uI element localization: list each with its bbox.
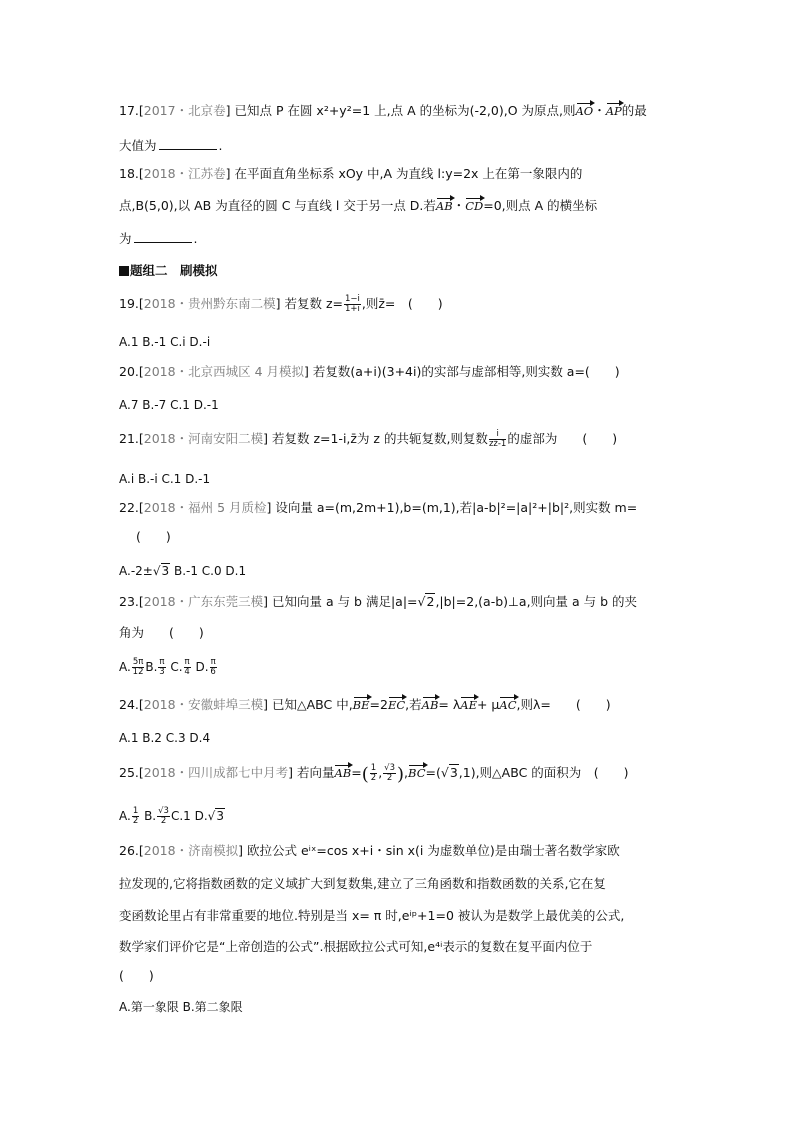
question-17-line-2: 大值为 .	[119, 138, 223, 153]
question-23-line-1: 23.[2018・广东东莞三模] 已知向量 a 与 b 满足|a|=√2,|b|=2,(a-b)⊥a,则向量 a 与 b 的夹	[119, 594, 638, 609]
question-25: 25.[2018・四川成都七中月考] 若向量AB=( $\frac{1}{2}$ , $\frac{√3}{2}$ ),BC=(√3,1),则△ABC 的面积为 ( )	[119, 763, 629, 785]
question-number: 26.	[119, 843, 139, 858]
section-header	[119, 263, 218, 279]
question-17-line-1: 17.[2017・北京卷] 已知点 P 在圆 x²+y²=1 上,点 A 的坐标为(-2,0),O 为原点,则AO・AP的最	[119, 103, 647, 118]
question-26-line-1: 26.[2018・济南模拟] 欧拉公式 eⁱˣ=cos x+i・sin x(i 为虚数单位)是由瑞士著名数学家欧	[119, 843, 620, 858]
square-bullet-icon	[119, 266, 129, 276]
question-22-options: A.-2±√3 B.-1 C.0 D.1	[119, 564, 247, 578]
vector-AB: AB	[421, 698, 439, 712]
question-source: 2018・福州 5 月质检	[143, 500, 267, 515]
question-18-line-3: 为 .	[119, 231, 198, 246]
vector-AB: AB	[435, 199, 453, 213]
question-number: 19.	[119, 296, 139, 311]
question-26-options: A.第一象限 B.第二象限	[119, 1000, 243, 1014]
fraction: $\frac{i}{zz̄-1}$	[488, 429, 507, 449]
question-number: 22.	[119, 500, 139, 515]
question-number: 17.	[119, 103, 139, 118]
vector-AE: AE	[460, 698, 477, 712]
question-20: 20.[2018・北京西城区 4 月模拟] 若复数(a+i)(3+4i)的实部与虚部相等,则实数 a=( )	[119, 364, 620, 379]
fraction: $\frac{1-i}{1+i}$	[344, 294, 360, 314]
sqrt: √3	[440, 765, 458, 780]
question-26-line-5: ( )	[119, 968, 154, 983]
question-source: 2018・济南模拟	[143, 843, 239, 858]
question-21: 21.[2018・河南安阳二模] 若复数 z=1-i,z̄为 z 的共轭复数,则复数 $\frac{i}{zz̄-1}$ 的虚部为 ( )	[119, 429, 618, 449]
question-number: 20.	[119, 364, 139, 379]
question-19-options: A.1 B.-1 C.i D.-i	[119, 335, 211, 349]
question-18-line-1: 18.[2018・江苏卷] 在平面直角坐标系 xOy 中,A 为直线 l:y=2x 上在第一象限内的	[119, 166, 583, 181]
sqrt: √3	[152, 564, 170, 578]
fraction: $\frac{1}{2}$	[370, 763, 377, 783]
question-23-line-2: 角为 ( )	[119, 625, 204, 640]
question-23-options: A. $\frac{5\pi}{12}$ B. $\frac{\pi}{3}$ C. $\frac{\pi}{4}$ D. $\frac{\pi}{6}$	[119, 657, 216, 677]
question-19: 19.[2018・贵州黔东南二模] 若复数 z= $\frac{1-i}{1+i}$ ,则z̄= ( )	[119, 294, 443, 314]
question-22-line-1: 22.[2018・福州 5 月质检] 设向量 a=(m,2m+1),b=(m,1),若|a-b|²=|a|²+|b|²,则实数 m=	[119, 500, 638, 515]
question-number: 24.	[119, 697, 139, 712]
question-26-line-4: 数学家们评价它是“上帝创造的公式”.根据欧拉公式可知,e⁴ⁱ表示的复数在复平面内位于	[119, 939, 593, 954]
answer-blank[interactable]	[159, 137, 217, 150]
question-26-line-3: 变函数论里占有非常重要的地位.特别是当 x= π 时,eⁱᵖ+1=0 被认为是数学上最优美的公式,	[119, 908, 625, 923]
fraction: $\frac{\pi}{6}$	[210, 657, 216, 677]
vector-EC: EC	[387, 698, 406, 712]
question-number: 21.	[119, 431, 139, 446]
fraction: $\frac{1}{2}$	[132, 806, 139, 826]
question-source: 2018・广东东莞三模	[143, 594, 264, 609]
vector-AB: AB	[334, 766, 352, 780]
question-26-line-2: 拉发现的,它将指数函数的定义域扩大到复数集,建立了三角函数和指数函数的关系,它在复	[119, 876, 606, 891]
question-source: 2017・北京卷	[143, 103, 226, 118]
question-22-line-2: ( )	[136, 529, 171, 544]
fraction: $\frac{5\pi}{12}$	[132, 657, 144, 677]
question-source: 2018・四川成都七中月考	[143, 765, 289, 780]
sqrt: √3	[207, 809, 224, 823]
vector-AP: AP	[605, 104, 622, 118]
question-number: 18.	[119, 166, 139, 181]
question-source: 2018・贵州黔东南二模	[143, 296, 276, 311]
fraction: $\frac{√3}{2}$	[384, 763, 396, 783]
answer-blank[interactable]	[134, 230, 192, 243]
question-24-options: A.1 B.2 C.3 D.4	[119, 731, 211, 745]
question-number: 25.	[119, 765, 139, 780]
question-25-options: A. $\frac{1}{2}$ B. $\frac{√3}{2}$ C.1 D.√3	[119, 806, 224, 826]
fraction: $\frac{√3}{2}$	[158, 806, 169, 826]
question-20-options: A.7 B.-7 C.1 D.-1	[119, 398, 219, 412]
question-source: 2018・江苏卷	[143, 166, 226, 181]
question-18-line-2: 点,B(5,0),以 AB 为直径的圆 C 与直线 l 交于另一点 D.若AB・CD=0,则点 A 的横坐标	[119, 198, 598, 213]
question-number: 23.	[119, 594, 139, 609]
question-24: 24.[2018・安徽蚌埠三模] 已知△ABC 中,BE=2EC,若AB= λAE+ μAC,则λ= ( )	[119, 697, 611, 712]
fraction: $\frac{\pi}{3}$	[159, 657, 165, 677]
question-source: 2018・安徽蚌埠三模	[143, 697, 264, 712]
fraction: $\frac{\pi}{4}$	[184, 657, 190, 677]
sqrt: √2	[417, 594, 435, 609]
section-title: 题组二 刷模拟	[130, 263, 218, 278]
question-21-options: A.i B.-i C.1 D.-1	[119, 472, 211, 486]
vector-BE: BE	[352, 698, 370, 712]
vector-BC: BC	[408, 766, 426, 780]
vector-CD: CD	[465, 199, 484, 213]
question-source: 2018・北京西城区 4 月模拟	[143, 364, 304, 379]
question-text: 已知点 P 在圆 x²+y²=1 上,点 A 的坐标为(-2,0),O 为原点,则	[234, 103, 576, 118]
vector-AO: AO	[575, 104, 594, 118]
question-source: 2018・河南安阳二模	[143, 431, 264, 446]
vector-AC: AC	[499, 698, 517, 712]
